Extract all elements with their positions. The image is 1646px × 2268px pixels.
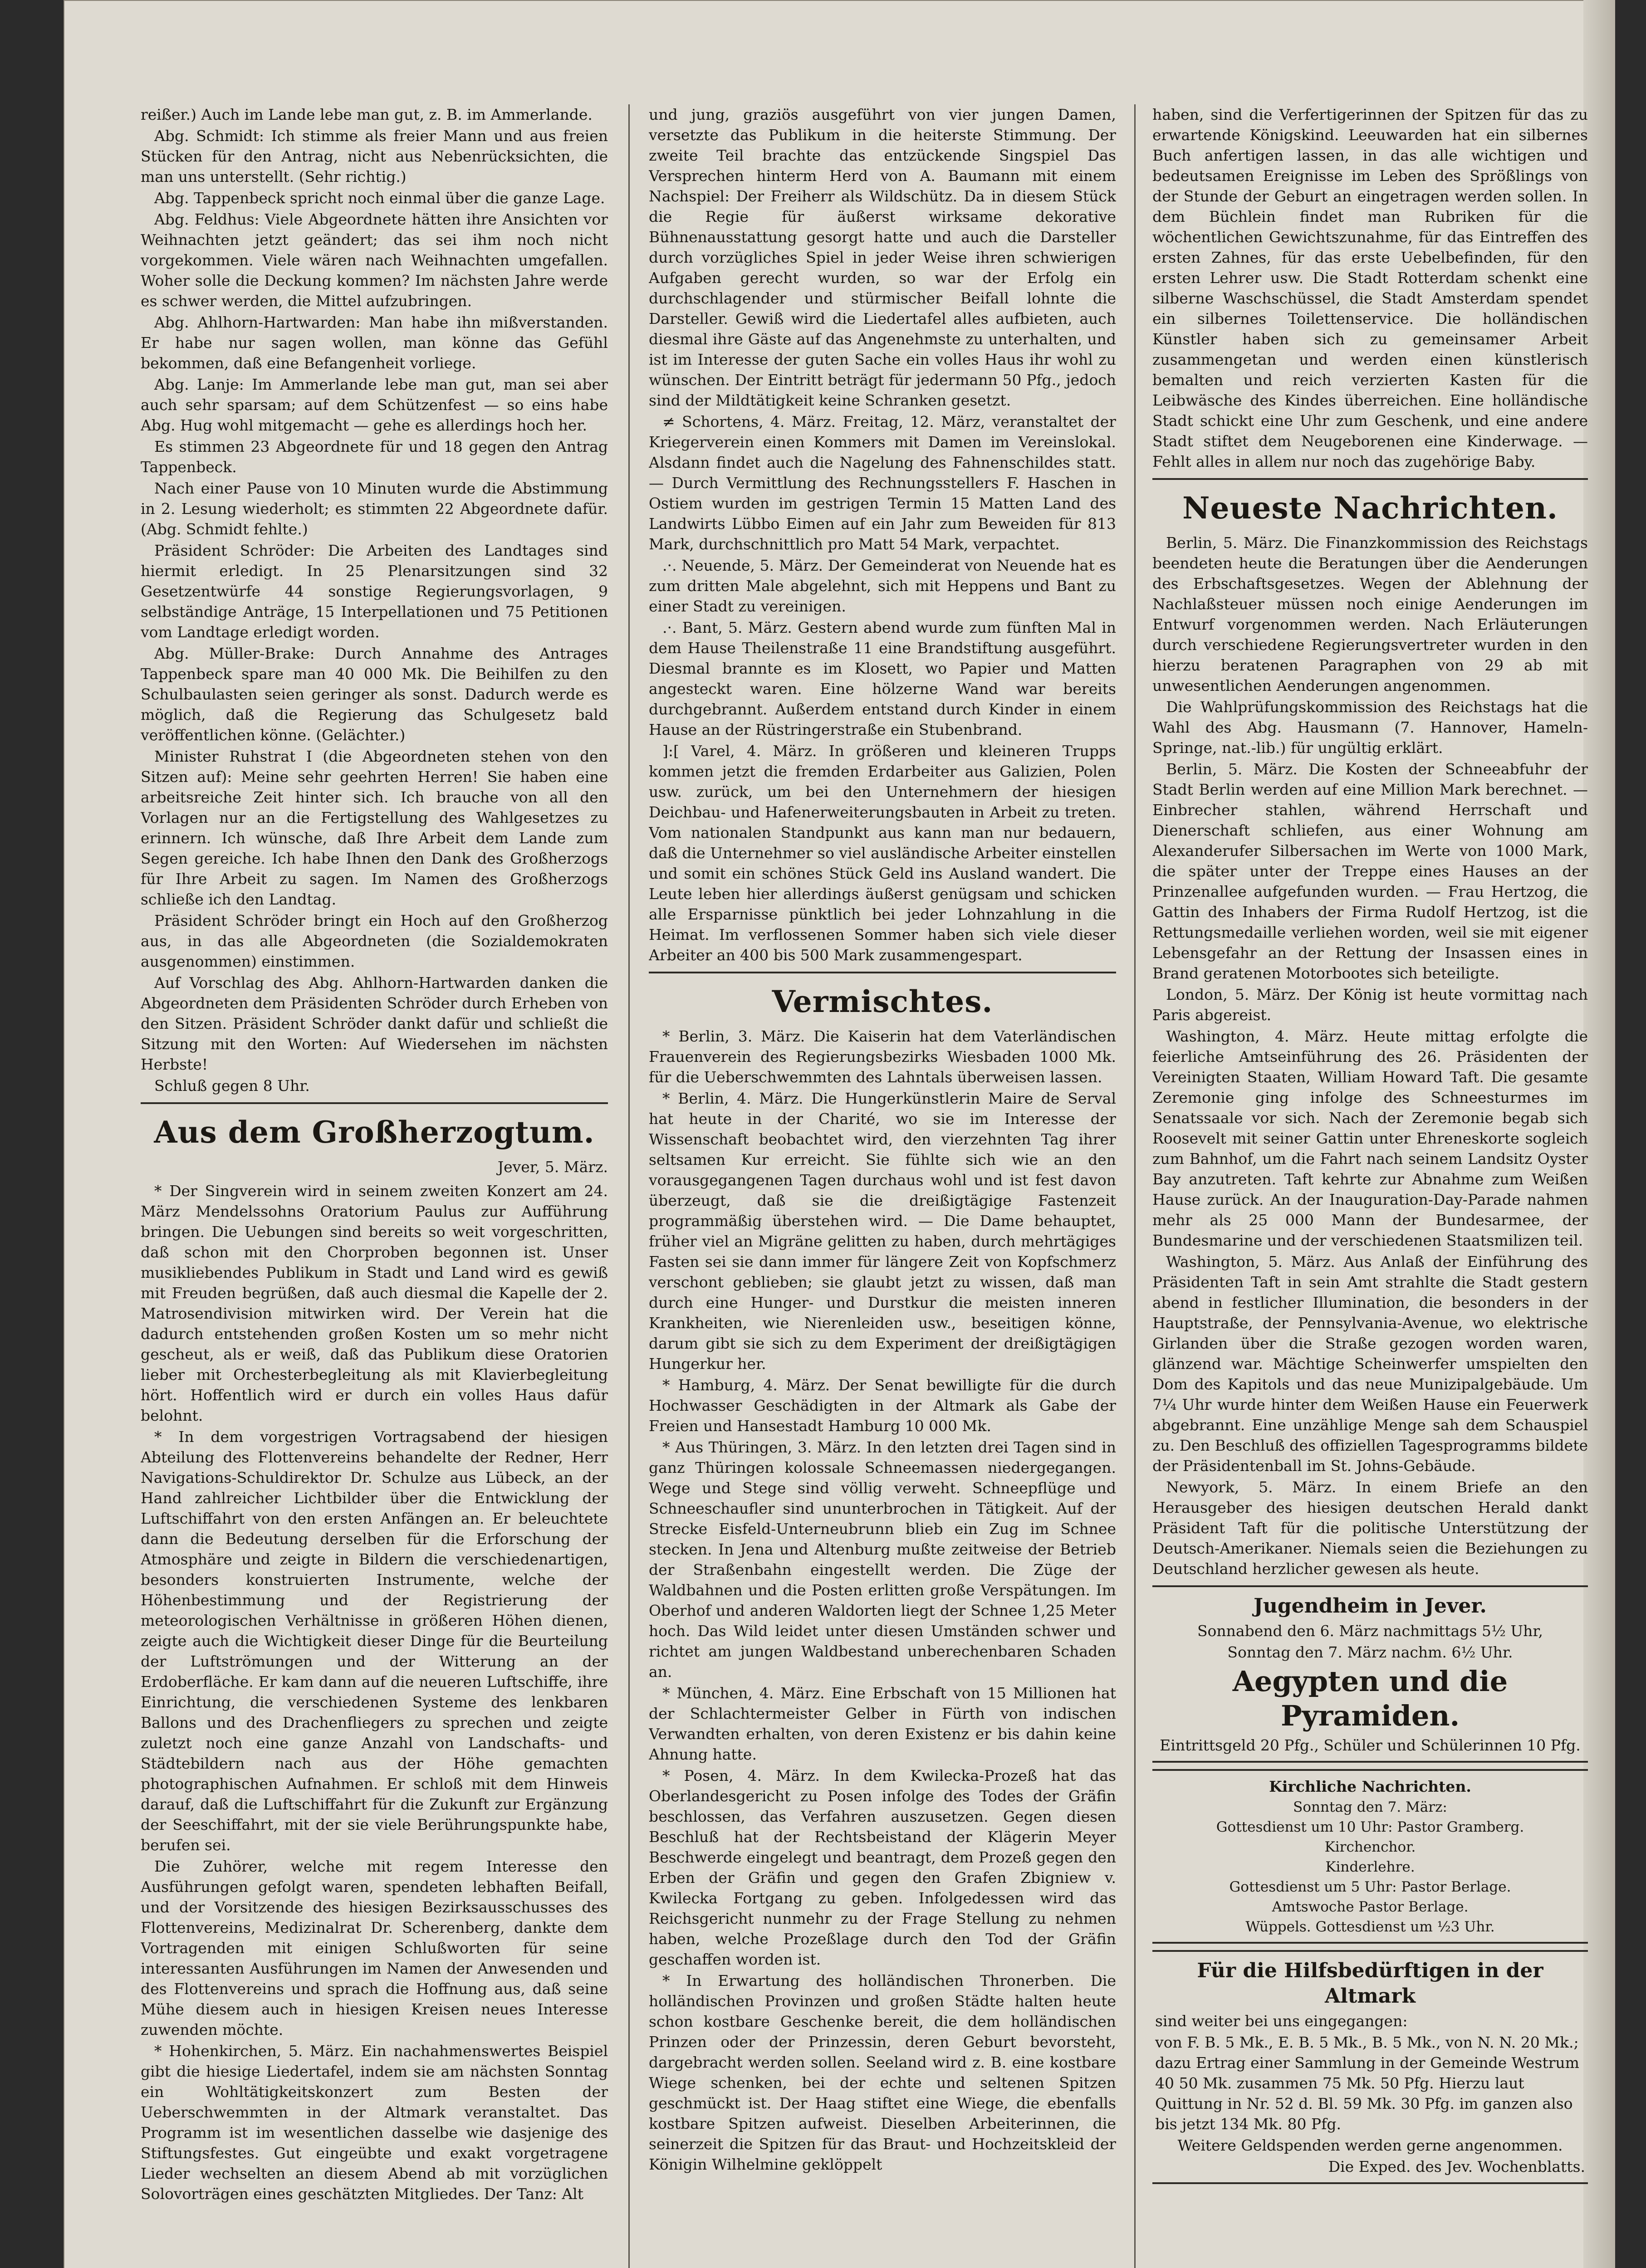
paragraph: reißer.) Auch im Lande lebe man gut, z. B. im Ammerlande.: [141, 106, 593, 123]
paragraph: Nach einer Pause von 10 Minuten wurde die Abstimmung in 2. Lesung wiederholt; es stimmten 22 Abgeordnete dafür. (Abg. Schmidt fehlte.): [141, 479, 608, 538]
ad-title: Jugendheim in Jever.: [1254, 1594, 1487, 1618]
notice-kirchliche-nachrichten: [1152, 1769, 1588, 1944]
advertisement-jugendheim: [1152, 1585, 1588, 1763]
notice-title: Für die Hilfsbedürftigen in der Altmark: [1197, 1959, 1543, 2008]
section-rule: [649, 972, 1116, 973]
paragraph: Präsident Schröder bringt ein Hoch auf den Großherzog aus, in das alle Abgeordneten (die Sozialdemokraten ausgenommen) einstimmen.: [141, 912, 608, 970]
page-fold-shadow: [1583, 0, 1615, 2268]
paragraph: Abg. Müller-Brake: Durch Annahme des Antrages Tappenbeck spare man 40 000 Mk. Die Beihilfen zu den Schulbaulasten seien geringer als sonst. Dadurch werde es möglich, daß die Regierung das Schulgesetz bald veröffentlichen könne. (Gelächter.): [141, 645, 608, 744]
section-heading: Neueste Nachrichten.: [1182, 490, 1558, 526]
paragraph: Berlin, 5. März. Die Finanzkommission des Reichstags beendeten heute die Beratungen über die Aenderungen des Erbschaftsgesetzes. Wegen der Ablehnung der Nachlaßsteuer müssen noch einige Aenderungen im Entwurf vorgenommen werden. Nach Erläuterungen durch verschiedene Regierungsvertreter wurden in den hierzu beratenen Paragraphen von 29 ab mit unwesentlichen Aenderungen angenommen.: [1152, 534, 1588, 694]
paragraph: ]:[ Varel, 4. März. In größeren und kleineren Trupps kommen jetzt die fremden Erdarbeiter aus Galizien, Polen usw. zurück, um bei den Unternehmern der hiesigen Deichbau- und Hafenerweiterungsbauten in Arbeit zu treten. Vom nationalen Standpunkt aus kann man nur bedauern, daß die Unternehmer so viel ausländische Arbeiter einstellen und somit ein schönes Stück Geld ins Ausland wandert. Die Leute leben hier allerdings äußerst genügsam und schicken alle Ersparnisse pünktlich bei jeder Lohnzahlung in die Heimat. Im verflossenen Sommer haben sich viele dieser Arbeiter an 400 bis 500 Mark zusammengespart.: [649, 742, 1116, 964]
paragraph: Präsident Schröder: Die Arbeiten des Landtages sind hiermit erledigt. In 25 Plenarsitzungen sind 32 Gesetzentwürfe 44 sonstige Regierungsvorlagen, 9 selbständige Anträge, 15 Interpellationen und 75 Petitionen vom Landtage erledigt worden.: [141, 542, 608, 641]
paragraph: haben, sind die Verfertigerinnen der Spitzen für das zu erwartende Königskind. Leeuwarden hat ein silbernes Buch anfertigen lassen, in das alle wichtigen und bedeutsamen Ereignisse im Leben des Sprößlings von der Stunde der Geburt an eingetragen werden sollen. In dem Büchlein findet man Rubriken für die wöchentlichen Gewichtszunahme, für das Eintreffen des ersten Zahnes, für das erste Uebelbefinden, für den ersten Lehrer usw. Die Stadt Rotterdam schenkt eine silberne Waschschüssel, die Stadt Amsterdam spendet ein silbernes Toilettenservice. Die holländischen Künstler haben sich zu gemeinsamer Arbeit zusammengetan und werden einen künstlerisch bemalten und reich verzierten Kasten für die Leibwäsche des Kindes überreichen. Eine holländische Stadt schickt eine Uhr zum Geschenk, und eine andere Stadt stiftet dem Neugeborenen eine Kinderwage. — Fehlt alles in allem nur noch das zugehörige Baby.: [1152, 106, 1588, 470]
paragraph: * Berlin, 4. März. Die Hungerkünstlerin Maire de Serval hat heute in der Charité, wo sie im Interesse der Wissenschaft beobachtet wird, den vierzehnten Tag ihrer seltsamen Kur erreicht. Sie fühlte sich wie an den vorausgegangenen Tagen durchaus wohl und ist fest davon überzeugt, daß sie die dreißigtägige Fastenzeit programmäßig überstehen wird. — Die Dame behauptet, früher viel an Migräne gelitten zu haben, durch mehrtägiges Fasten sei sie dann immer für längere Zeit von Kopfschmerz verschont geblieben; sie glaubt jetzt zu wissen, daß man durch eine Hunger- und Durstkur die meisten inneren Krankheiten, wie Nierenleiden usw., beseitigen könne, darum gibt sie sich zu dem Experiment der dreißigtägigen Hungerkur her.: [649, 1090, 1116, 1373]
notice-line: von F. B. 5 Mk., E. B. 5 Mk., B. 5 Mk., von N. N. 20 Mk.; dazu Ertrag einer Sammlung in der Gemeinde Westrum 40 50 Mk. zusammen 75 Mk. 50 Pfg. Hierzu laut Quittung in Nr. 52 d. Bl. 59 Mk. 30 Pfg. im ganzen also bis jetzt 134 Mk. 80 Pfg.: [1155, 2033, 1579, 2133]
notice-line: Gottesdienst um 10 Uhr: Pastor Gramberg.: [1216, 1819, 1524, 1835]
notice-line: Gottesdienst um 5 Uhr: Pastor Berlage.: [1229, 1879, 1511, 1895]
paragraph: .·. Neuende, 5. März. Der Gemeinderat von Neuende hat es zum dritten Male abgelehnt, sich mit Heppens und Bant zu einer Stadt zu vereinigen.: [649, 557, 1116, 615]
paragraph: Newyork, 5. März. In einem Briefe an den Herausgeber des hiesigen deutschen Herald dankt Präsident Taft für die politische Unterstützung der Deutsch-Amerikaner. Niemals seien die Beziehungen zu Deutschland herzlicher gewesen als heute.: [1152, 1478, 1588, 1578]
section-rule: [141, 1102, 608, 1104]
notice-line: Kirchenchor.: [1324, 1839, 1416, 1855]
ad-line: Sonnabend den 6. März nachmittags 5½ Uhr,: [1197, 1622, 1543, 1640]
column-2: [649, 104, 1116, 2268]
paragraph: * Hohenkirchen, 5. März. Ein nachahmenswertes Beispiel gibt die hiesige Liedertafel, indem sie am nächsten Sonntag ein Wohltätigkeitskonzert zum Besten der Ueberschwemmten in der Altmark veranstaltet. Das Programm ist im wesentlichen dasselbe wie dasjenige des Stiftungsfestes. Gut eingeübte und exakt vorgetragene Lieder wechselten an diesem Abend ab mit vorzüglichen Solovorträgen eines geschätzten Mitgliedes. Der Tanz: Alt: [141, 2042, 608, 2203]
paragraph: ≠ Schortens, 4. März. Freitag, 12. März, veranstaltet der Kriegerverein einen Kommers mit Damen im Vereinslokal. Alsdann findet auch die Nagelung des Fahnenschildes statt. — Durch Vermittlung des Rechnungsstellers F. Haschen in Ostiem wurden im gestrigen Termin 15 Matten Land des Landwirts Lübbo Eimen auf ein Jahr zum Beweiden für 813 Mark, durchschnittlich pro Matt 54 Mark, verpachtet.: [649, 413, 1116, 553]
paragraph: * Berlin, 3. März. Die Kaiserin hat dem Vaterländischen Frauenverein des Regierungsbezirks Wiesbaden 1000 Mk. für die Ueberschwemmten des Lahntals überweisen lassen.: [649, 1027, 1116, 1086]
column-separator: [628, 104, 630, 2268]
notice-line: Wüppels. Gottesdienst um ½3 Uhr.: [1245, 1919, 1495, 1935]
paragraph: London, 5. März. Der König ist heute vormittag nach Paris abgereist.: [1152, 986, 1588, 1024]
paragraph: * Aus Thüringen, 3. März. In den letzten drei Tagen sind in ganz Thüringen kolossale Schneemassen niedergegangen. Wege und Stege sind völlig verweht. Schneepflüge und Schneeschaufler sind ununterbrochen in Tätigkeit. Auf der Strecke Eisfeld-Unterneubrunn blieb ein Zug im Schnee stecken. In Jena und Altenburg mußte zeitweise der Betrieb der Straßenbahn eingestellt werden. Die Züge der Waldbahnen und die Posten erlitten große Verspätungen. Im Oberhof und anderen Waldorten liegt der Schnee 1,25 Meter hoch. Das Wild leidet unter diesen Umständen schwer und richtet am jungen Waldbestand unberechenbaren Schaden an.: [649, 1438, 1116, 1681]
paragraph: * München, 4. März. Eine Erbschaft von 15 Millionen hat der Schlachtermeister Gelber in Fürth von indischen Verwandten erhalten, von deren Existenz er bis dahin keine Ahnung hatte.: [649, 1684, 1116, 1763]
paragraph: Abg. Ahlhorn-Hartwarden: Man habe ihn mißverstanden. Er habe nur sagen wollen, man könne das Gefühl bekommen, daß eine Befangenheit vorliege.: [141, 313, 608, 372]
paragraph: Abg. Schmidt: Ich stimme als freier Mann und aus freien Stücken für den Antrag, nicht aus Nebenrücksichten, die man uns unterstellt. (Sehr richtig.): [141, 127, 608, 186]
paragraph: Schluß gegen 8 Uhr.: [154, 1077, 310, 1095]
paragraph: * In dem vorgestrigen Vortragsabend der hiesigen Abteilung des Flottenvereins behandelte der Redner, Herr Navigations-Schuldirektor Dr. Schulze aus Lübeck, an der Hand zahlreicher Lichtbilder über die Entwicklung der Luftschiffahrt von den ersten Anfängen an. Er beleuchtete dann die Bedeutung derselben für die Erforschung der Atmosphäre und zeigte in Bildern die verschiedenartigen, besonders konstruierten Instrumente, welche der Höhenbestimmung und der Registrierung der meteorologischen Verhältnisse in größeren Höhen dienen, zeigte auch die Wichtigkeit dieser Dinge für die Beurteilung der Luftströmungen und der Witterung an der Erdoberfläche. Er kam dann auf die neueren Luftschiffe, ihre Einrichtung, die verschiedenen Systeme des lenkbaren Ballons und des Drachenfliegers zu sprechen und zeigte zuletzt noch eine ganze Anzahl von Landschafts- und Städtebildern nach aus der Höhe gemachten photographischen Aufnahmen. Er schloß mit dem Hinweis darauf, daß die Luftschiffahrt für die Zukunft zur Ergänzung der Seeschiffahrt, mit der sie viele Berührungspunkte habe, berufen sei.: [141, 1428, 608, 1854]
section-heading: Aus dem Großherzogtum.: [154, 1114, 595, 1150]
column-separator: [1134, 104, 1136, 2268]
notice-line: Amtswoche Pastor Berlage.: [1272, 1899, 1469, 1915]
paragraph: Berlin, 5. März. Die Kosten der Schneeabfuhr der Stadt Berlin werden auf eine Million Mark berechnet. — Einbrecher stahlen, während Herrschaft und Dienerschaft schliefen, aus einer Wohnung am Alexanderufer Silbersachen im Werte von 1000 Mark, die später unter der Treppe eines Hauses an der Prinzenallee aufgefunden wurden. — Frau Hertzog, die Gattin des Inhabers der Firma Rudolf Hertzog, ist die Rettungsmedaille verliehen worden, weil sie mit eigener Lebensgefahr an der Rettung der Insassen eines in Brand geratenen Motorbootes sich beteiligte.: [1152, 760, 1588, 982]
notice-altmark-donations: [1152, 1950, 1588, 2184]
ad-line: Eintrittsgeld 20 Pfg., Schüler und Schülerinnen 10 Pfg.: [1160, 1736, 1581, 1754]
section-rule: [1152, 478, 1588, 480]
paragraph: Auf Vorschlag des Abg. Ahlhorn-Hartwarden danken die Abgeordneten dem Präsidenten Schröder durch Erheben von den Sitzen. Präsident Schröder dankt dafür und schließt die Sitzung mit den Worten: Auf Wiedersehen im nächsten Herbste!: [141, 974, 608, 1073]
paragraph: Washington, 5. März. Aus Anlaß der Einführung des Präsidenten Taft in sein Amt strahlte die Stadt gestern abend in festlicher Illumination, die besonders in der Hauptstraße, der Pennsylvania-Avenue, wo elektrische Girlanden über die Straße gezogen worden waren, glänzend war. Mächtige Scheinwerfer umspielten den Dom des Kapitols und das neue Munizipalgebäude. Um 7¼ Uhr wurde hinter dem Weißen Hause ein Feuerwerk abgebrannt. Eine unzählige Menge sah dem Schauspiel zu. Den Beschluß des offiziellen Tagesprogramms bildete der Präsidentenball im St. Johns-Gebäude.: [1152, 1253, 1588, 1475]
paragraph: * Posen, 4. März. In dem Kwilecka-Prozeß hat das Oberlandesgericht zu Posen infolge des Todes der Gräfin beschlossen, das Verfahren auszusetzen. Gegen diesen Beschluß hat der Rechtsbeistand der Klägerin Meyer Beschwerde eingelegt und beantragt, dem Prozeß gegen den Erben der Gräfin und gegen den Grafen Zbigniew v. Kwilecka Fortgang zu geben. Infolgedessen wird das Reichsgericht nunmehr zu der Frage Stellung zu nehmen haben, welche Prozeßlage durch den Tod der Gräfin geschaffen worden ist.: [649, 1767, 1116, 1968]
notice-line: sind weiter bei uns eingegangen:: [1155, 2012, 1408, 2030]
paragraph: und jung, graziös ausgeführt von vier jungen Damen, versetzte das Publikum in die heiterste Stimmung. Der zweite Teil brachte das entzückende Singspiel Das Versprechen hinterm Herd von A. Baumann mit einem Nachspiel: Der Freiherr als Wildschütz. Da in diesem Stück die Regie für äußerst wirksame dekorative Bühnenausstattung gesorgt hatte und auch die Darsteller durch vorzügliches Spiel in jeder Weise ihren schwierigen Aufgaben gerecht wurden, so war der Erfolg ein durchschlagender und stürmischer Beifall lohnte die Darsteller. Gewiß wird die Liedertafel alles aufbieten, auch diesmal ihre Gäste auf das Angenehmste zu unterhalten, und ist im Interesse der guten Sache ein volles Haus ihr wohl zu wünschen. Der Eintritt beträgt für jedermann 50 Pfg., jedoch sind der Mildtätigkeit keine Schranken gesetzt.: [649, 106, 1116, 409]
paragraph: Die Zuhörer, welche mit regem Interesse den Ausführungen gefolgt waren, spendeten lebhaften Beifall, und der Vorsitzende des hiesigen Bezirksausschusses des Flottenvereins, Medizinalrat Dr. Scherenberg, dankte dem Vortragenden mit einigen Schlußworten für seine interessanten Ausführungen im Namen der Anwesenden und des Flottenvereins und sprach die Hoffnung aus, daß seine Mühe diesem auch in hiesigen Kreisen neues Interesse zuwenden möchte.: [141, 1857, 608, 2038]
paragraph: * Hamburg, 4. März. Der Senat bewilligte für die durch Hochwasser Geschädigten in der Altmark als Gabe der Freien und Hansestadt Hamburg 10 000 Mk.: [649, 1376, 1116, 1435]
paragraph: .·. Bant, 5. März. Gestern abend wurde zum fünften Mal in dem Hause Theilenstraße 11 eine Brandstiftung ausgeführt. Diesmal brannte es im Klosett, wo Papier und Matten angesteckt waren. Eine hölzerne Wand war bereits durchgebrannt. Außerdem entstand durch Kinder in einem Hause an der Rüstringerstraße ein Stubenbrand.: [649, 619, 1116, 738]
paragraph: * Der Singverein wird in seinem zweiten Konzert am 24. März Mendelssohns Oratorium Paulus zur Aufführung bringen. Die Uebungen sind bereits so weit vorgeschritten, daß schon mit den Chorproben begonnen ist. Unser musikliebendes Publikum in Stadt und Land wird es gewiß mit Freuden begrüßen, daß auch diesmal die Kapelle der 2. Matrosendivision mitwirken wird. Der Verein hat die dadurch entstehenden großen Kosten um so mehr nicht gescheut, als er weiß, daß das Publikum diese Oratorien lieber mit Orchesterbegleitung als mit Klavierbegleitung hört. Hoffentlich wird er durch ein volles Haus dafür belohnt.: [141, 1182, 608, 1424]
notice-line: Kinderlehre.: [1325, 1859, 1415, 1875]
paragraph: Abg. Feldhus: Viele Abgeordnete hätten ihre Ansichten vor Weihnachten jetzt geändert; das sei ihm noch nicht vorgekommen. Viele wären nach Weihnachten umgefallen. Woher solle die Deckung kommen? Im nächsten Jahre werde es schwer werden, die Mittel aufzubringen.: [141, 210, 608, 310]
dateline: Jever, 5. März.: [497, 1158, 608, 1176]
notice-line: Weitere Geldspenden werden gerne angenommen.: [1177, 2136, 1563, 2154]
ad-line: Sonntag den 7. März nachm. 6½ Uhr.: [1227, 1643, 1513, 1661]
paragraph: Abg. Lanje: Im Ammerlande lebe man gut, man sei aber auch sehr sparsam; auf dem Schützenfest — so eins habe Abg. Hug wohl mitgemacht — gehe es allerdings hoch her.: [141, 376, 608, 434]
notice-title: Kirchliche Nachrichten.: [1269, 1778, 1471, 1795]
paragraph: Die Wahlprüfungskommission des Reichstags hat die Wahl des Abg. Hausmann (7. Hannover, Hameln-Springe, nat.-lib.) für ungültig erklärt.: [1152, 698, 1588, 757]
paragraph: Abg. Tappenbeck spricht noch einmal über die ganze Lage.: [154, 189, 605, 207]
column-1: [141, 104, 608, 2268]
column-3: [1152, 104, 1588, 2268]
paragraph: Minister Ruhstrat I (die Abgeordneten stehen von den Sitzen auf): Meine sehr geehrten Herren! Sie haben eine arbeitsreiche Zeit hinter sich. Ich brauche von all den Vorlagen nur an die Fertigstellung des Wahlgesetzes zu erinnern. Ich wünsche, daß Ihre Arbeit dem Lande zum Segen gereiche. Ich habe Ihnen den Dank des Großherzogs für Ihre Arbeit zu sagen. Im Namen des Großherzogs schließe ich den Landtag.: [141, 748, 608, 908]
paragraph: Washington, 4. März. Heute mittag erfolgte die feierliche Amtseinführung des 26. Präsidenten der Vereinigten Staaten, William Howard Taft. Die gesamte Zeremonie ging infolge des Schneesturmes im Senatssaale vor sich. Nach der Zeremonie begab sich Roosevelt mit seiner Gattin unter Ehreneskorte sogleich zum Bahnhof, um die Fahrt nach seinem Landsitz Oyster Bay anzutreten. Taft kehrte zur Abnahme zum Weißen Hause zurück. An der Inauguration-Day-Parade nahmen mehr als 25 000 Mann der Bundesarmee, der Bundesmarine und der verschiedenen Staatsmilizen teil.: [1152, 1027, 1588, 1249]
paragraph: Es stimmen 23 Abgeordnete für und 18 gegen den Antrag Tappenbeck.: [141, 438, 608, 476]
paragraph: * In Erwartung des holländischen Thronerben. Die holländischen Provinzen und großen Städte halten heute schon kostbare Geschenke bereit, die dem holländischen Prinzen oder der Prinzessin, deren Geburt bevorsteht, dargebracht werden sollen. Seeland wird z. B. eine kostbare Wiege schenken, bei der echte und seltenen Spitzen geschmückt ist. Der Haag stiftet eine Wiege, die ebenfalls kostbare Spitzen aufweist. Dieselben Arbeiterinnen, die seinerzeit die Spitzen für das Braut- und Hochzeitskleid der Königin Wilhelmine geklöppelt: [649, 1972, 1116, 2173]
section-heading: Vermischtes.: [772, 984, 993, 1019]
notice-signature: Die Exped. des Jev. Wochenblatts.: [1328, 2158, 1585, 2175]
notice-line: Sonntag den 7. März:: [1293, 1799, 1447, 1815]
ad-subject: Aegypten und die Pyramiden.: [1232, 1665, 1508, 1732]
newspaper-page: [64, 0, 1615, 2268]
